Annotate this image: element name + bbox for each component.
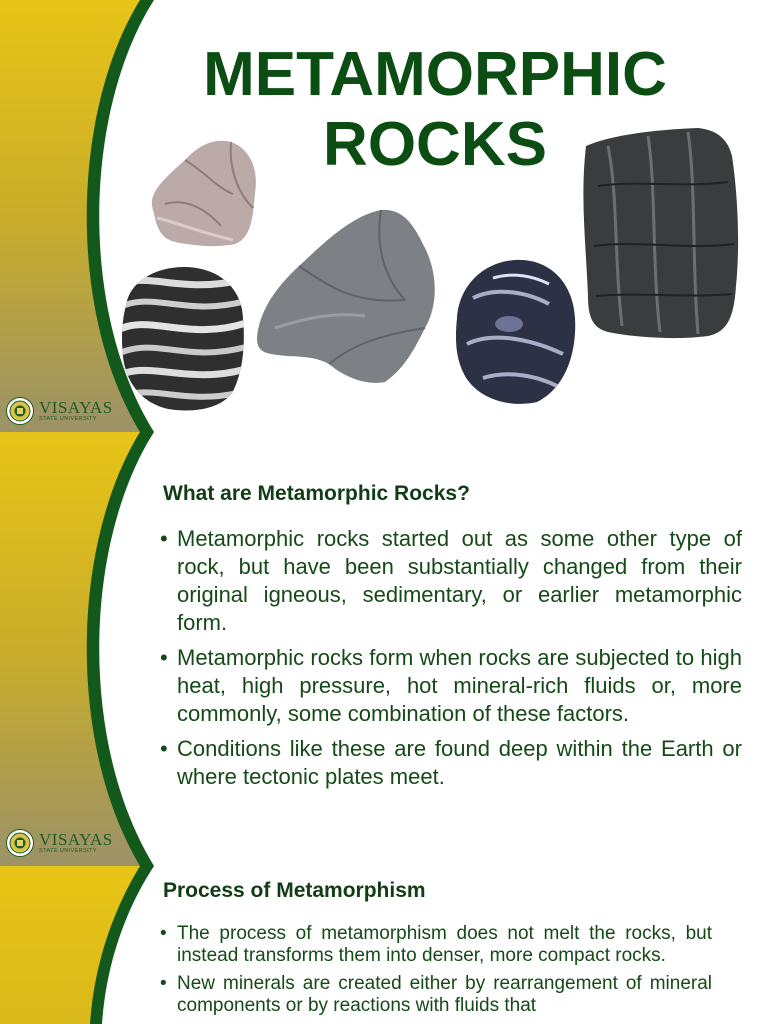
university-logo xyxy=(6,829,113,857)
bullet-icon: • xyxy=(160,736,168,761)
university-seal-icon xyxy=(6,829,34,857)
bullet-icon: • xyxy=(160,923,167,944)
logo-subtitle: STATE UNIVERSITY xyxy=(39,416,97,423)
bullet-icon: • xyxy=(160,526,168,551)
bullet-item xyxy=(160,923,712,967)
bullet-item xyxy=(160,973,712,1017)
university-seal-icon xyxy=(6,397,34,425)
bullet-icon: • xyxy=(160,973,167,994)
content-slide-process xyxy=(0,866,768,1024)
bullet-item xyxy=(160,525,742,637)
slide-side-decoration xyxy=(0,432,170,866)
bullet-text: New minerals are created either by rearrangement of mineral components or by reactions with fluids that xyxy=(177,973,712,1016)
dark-glossy-rock-image xyxy=(453,258,578,406)
title-line-1: METAMORPHIC xyxy=(203,40,667,109)
bullet-list xyxy=(160,525,742,798)
title-line-2: ROCKS xyxy=(323,110,547,179)
slide-side-decoration xyxy=(0,866,170,1024)
bullet-text: Metamorphic rocks started out as some other type of rock, but have been substantially changed from their original igneous, sedimentary, or earlier metamorphic form. xyxy=(177,526,742,635)
section-heading: What are Metamorphic Rocks? xyxy=(163,482,470,505)
title-slide xyxy=(0,0,768,432)
schist-rock-image xyxy=(578,126,740,340)
bullet-item xyxy=(160,735,742,791)
bullet-text: The process of metamorphism does not melt the rocks, but instead transforms them into denser, more compact rocks. xyxy=(177,923,712,966)
bullet-list xyxy=(160,923,712,1023)
content-slide-what-are xyxy=(0,432,768,866)
bullet-text: Metamorphic rocks form when rocks are subjected to high heat, high pressure, hot mineral-rich fluids or, more commonly, some combination of these factors. xyxy=(177,645,742,726)
bullet-text: Conditions like these are found deep within the Earth or where tectonic plates meet. xyxy=(177,736,742,789)
logo-name: VISAYAS xyxy=(39,830,113,850)
striped-rock-image xyxy=(120,265,246,413)
gray-slab-rock-image xyxy=(255,208,440,386)
bullet-item xyxy=(160,644,742,728)
bullet-icon: • xyxy=(160,645,168,670)
pink-rock-image xyxy=(145,138,260,248)
logo-subtitle: STATE UNIVERSITY xyxy=(39,848,97,855)
university-logo xyxy=(6,397,113,425)
section-heading: Process of Metamorphism xyxy=(163,879,426,902)
logo-name: VISAYAS xyxy=(39,398,113,418)
